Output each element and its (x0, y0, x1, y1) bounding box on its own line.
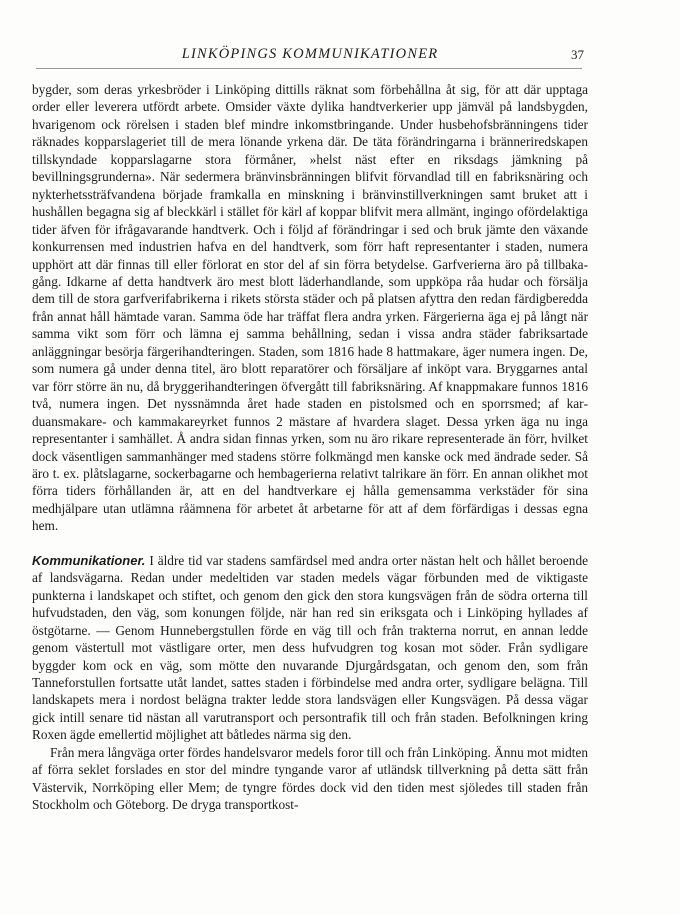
paragraph-text: bygder, som deras yrkesbröder i Linköping dittills räknat som förbehållna åt sig, för att där upptaga order eller leverera utfördt arbete. Omsider växte dylika handtverkerier upp jämväl på landsbygden, hvarigenom ock rörelsen i staden blef mindre inkomstbringande. Under husbehofsbränningens tider räknades kopparslageriet till de mera lönande yrkena där. De täta förändringarna i brännerіredskapen tillskyndade kopparslagarne stora förmåner, »helst näst efter en riksdags jämkning på bevillningsgrunderna». När sedermera bränvinsbränningen blifvit förvandlad till en fabriksnäring och nykterhetssträfvandena började framkalla en minskning i bränvinstillverkningen samt bruket att i hushållen begagna sig af bleckkärl i stället för kärl af koppar blifvit mera allmänt, ingingo ofördelaktiga tider äfven för ifrågavarande handtverk. Och i följd af förändringar i sed och bruk jämte den växande konkurrensen med industrien hafva en del handtverk, som förr haft representanter i staden, numera upphört att där finnas till eller förlorat en stor del af sin förra betydelse. Garfverierna äro på tillbakagång. Idkarne af detta handtverk äro mest blott läderhandlande, som uppköpa råa hudar och försälja dem till de stora garfverifabrikerna i rikets största städer och på platsen afyttra den redan färdigberedda från annat håll hämtade varan. Samma öde har träffat flera andra yrken. Färgerierna äga ej på långt när samma vikt som förr och lämna ej samma behållning, sedan i vissa andra städer fabriksartade anläggningar besörja färgerihandteringen. Staden, som 1816 hade 8 hattmakare, äger numera ingen. De, som numera gå under denna titel, äro blott reparatörer och försäljare af inköpt vara. Bryggarnes antal var förr större än nu, då bryggerihandteringen öfvergått till fabriksnäring. Af knappmakare funnos 1816 två, numera ingen. Det nyssnämnda året hade staden en pistolsmed och en sporrsmed; af karduansmakare- och kammakareyrket funnos 2 mästare af hvardera slaget. Dessa yrken äga nu inga representanter i samhället. Å andra sidan finnas yrken, som nu äro rikare representerade än förr, hvilket dock väsentligen sammanhänger med stadens större folkmängd men kanske ock med ändrade seder. Så äro t. ex. plåtslagarne, sockerbagarne och hembagerierna relativt talrikare än förr. En annan olikhet mot förra tiders förhållanden är, att en del handtverkare ej hålla gemensamma verkstäder för sina medhjälpare utan utlämna råämnena för arbetet åt arbetarne för att af dem förfärdigas i dessas egna hem. (32, 82, 588, 534)
paragraph-handtverk (32, 81, 588, 535)
page-number: 37 (571, 47, 584, 62)
section-heading: Kommunikationer. (32, 552, 146, 568)
paragraph-langvaga (32, 744, 588, 814)
header-rule (36, 68, 582, 69)
section-gap (32, 535, 588, 552)
paragraph-text: Från mera långväga orter fördes handelsvaror medels foror till och från Linköping. Ännu mot midten af förra seklet forslades en stor del mindre tyngande varor af utländsk tillverkning på detta sätt från Västervik, Norrköping eller Mem; de tyngre fördes dock vid den tiden mest sjöledes till staden från Stockholm och Göteborg. De dryga transportkost- (32, 744, 588, 813)
body-text (32, 81, 588, 814)
running-title: LINKÖPINGS KOMMUNIKATIONER (181, 46, 439, 62)
page-header (32, 42, 588, 68)
paragraph-kommunikationer (32, 552, 588, 744)
paragraph-text: I äldre tid var stadens samfärdsel med andra orter nästan helt och hållet beroende af landsvägarna. Redan under medeltiden var staden medels vägar förbunden med de viktigaste punkterna i landskapet och stiftet, och genom den gick den stora kungsvägen från de södra orterna till hufvudstaden, den väg, som konungen följde, när han red sin eriksgata och i Linköping hyllades af östgötarne. — Genom Hunnebergstullen förde en väg till och från trakterna norrut, en annan ledde genom västertull mot västligare orter, men dess hufvudgren tog kosan mot söder. Från sydligare byggder kom ock en väg, som mötte den nuvarande Djurgårdsgatan, och genom den, som från Tanneforstullen fortsatte utåt landet, sattes staden i förbindelse med andra orter, sydligare belägna. Till landskapets mera i nordost belägna trakter ledde stora landsvägen eller Kungsvägen. På dessa vägar gick intill senare tid nästan all varutransport och persontrafik till och från staden. Befolkningen kring Roxen ägde emellertid möjlighet att båtledes närma sig den. (32, 552, 588, 743)
document-page (32, 42, 588, 814)
